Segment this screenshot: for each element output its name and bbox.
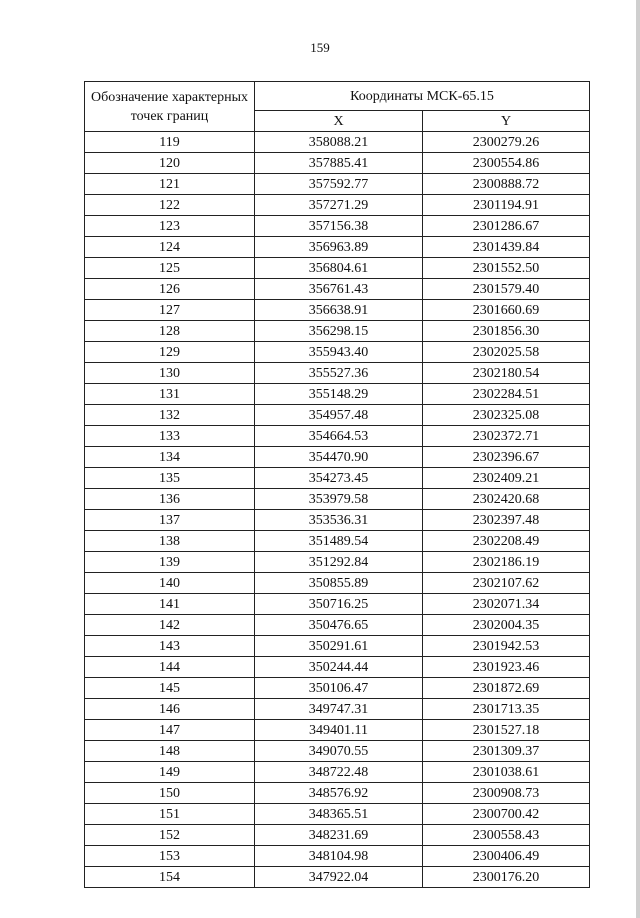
cell-point: 123 [85,216,255,237]
cell-point: 143 [85,636,255,657]
cell-x: 349401.11 [255,720,423,741]
cell-point: 120 [85,153,255,174]
cell-x: 348576.92 [255,783,423,804]
cell-point: 149 [85,762,255,783]
cell-y: 2301038.61 [423,762,590,783]
cell-y: 2301923.46 [423,657,590,678]
cell-x: 357885.41 [255,153,423,174]
table-row [85,237,590,258]
cell-y: 2302372.71 [423,426,590,447]
table-row [85,867,590,888]
table-row [85,741,590,762]
cell-y: 2301286.67 [423,216,590,237]
page-edge-shadow [636,0,640,918]
cell-point: 134 [85,447,255,468]
cell-point: 129 [85,342,255,363]
cell-x: 350855.89 [255,573,423,594]
cell-y: 2300908.73 [423,783,590,804]
cell-point: 145 [85,678,255,699]
cell-point: 122 [85,195,255,216]
cell-y: 2302325.08 [423,405,590,426]
cell-point: 119 [85,132,255,153]
cell-x: 348231.69 [255,825,423,846]
cell-y: 2302180.54 [423,363,590,384]
table-row [85,489,590,510]
cell-point: 128 [85,321,255,342]
cell-y: 2300888.72 [423,174,590,195]
cell-x: 357156.38 [255,216,423,237]
table-row [85,195,590,216]
cell-y: 2300176.20 [423,867,590,888]
cell-x: 350244.44 [255,657,423,678]
cell-x: 354273.45 [255,468,423,489]
cell-y: 2301194.91 [423,195,590,216]
table-row [85,720,590,741]
cell-y: 2300700.42 [423,804,590,825]
cell-x: 354957.48 [255,405,423,426]
table-row [85,615,590,636]
cell-point: 154 [85,867,255,888]
cell-y: 2301439.84 [423,237,590,258]
table-row [85,153,590,174]
cell-x: 351292.84 [255,552,423,573]
cell-y: 2300406.49 [423,846,590,867]
cell-x: 348104.98 [255,846,423,867]
cell-point: 131 [85,384,255,405]
cell-x: 356963.89 [255,237,423,258]
table-row [85,846,590,867]
table-row [85,300,590,321]
cell-point: 142 [85,615,255,636]
cell-point: 138 [85,531,255,552]
table-row [85,825,590,846]
page-number: 159 [310,40,330,55]
cell-x: 350476.65 [255,615,423,636]
cell-x: 349070.55 [255,741,423,762]
header-point-designation: Обозначение характерных точек границ [85,82,255,132]
table-row [85,594,590,615]
cell-y: 2302186.19 [423,552,590,573]
header-y: Y [423,111,590,132]
table-row [85,216,590,237]
cell-x: 358088.21 [255,132,423,153]
table-body [85,132,590,888]
table-row [85,699,590,720]
cell-x: 354664.53 [255,426,423,447]
table-row [85,279,590,300]
table-row [85,762,590,783]
cell-y: 2301309.37 [423,741,590,762]
cell-x: 357271.29 [255,195,423,216]
cell-point: 148 [85,741,255,762]
cell-x: 356761.43 [255,279,423,300]
cell-x: 355943.40 [255,342,423,363]
cell-point: 133 [85,426,255,447]
cell-y: 2300554.86 [423,153,590,174]
cell-x: 356804.61 [255,258,423,279]
table-row [85,510,590,531]
cell-y: 2301579.40 [423,279,590,300]
cell-y: 2301872.69 [423,678,590,699]
cell-point: 121 [85,174,255,195]
cell-point: 135 [85,468,255,489]
cell-x: 356298.15 [255,321,423,342]
table-row [85,531,590,552]
coordinates-table [84,81,590,888]
cell-point: 139 [85,552,255,573]
cell-y: 2302397.48 [423,510,590,531]
cell-point: 153 [85,846,255,867]
cell-x: 353979.58 [255,489,423,510]
cell-y: 2302420.68 [423,489,590,510]
cell-y: 2301713.35 [423,699,590,720]
cell-point: 152 [85,825,255,846]
table-row [85,804,590,825]
cell-x: 356638.91 [255,300,423,321]
cell-y: 2301660.69 [423,300,590,321]
table-row [85,678,590,699]
cell-point: 141 [85,594,255,615]
table-row [85,258,590,279]
cell-point: 144 [85,657,255,678]
table-row [85,783,590,804]
table-row [85,363,590,384]
cell-point: 151 [85,804,255,825]
cell-y: 2301552.50 [423,258,590,279]
cell-x: 353536.31 [255,510,423,531]
cell-x: 350106.47 [255,678,423,699]
cell-x: 351489.54 [255,531,423,552]
table-row [85,384,590,405]
cell-y: 2301942.53 [423,636,590,657]
cell-x: 354470.90 [255,447,423,468]
cell-y: 2300279.26 [423,132,590,153]
cell-point: 137 [85,510,255,531]
cell-point: 126 [85,279,255,300]
cell-point: 140 [85,573,255,594]
table-row [85,321,590,342]
cell-y: 2302409.21 [423,468,590,489]
cell-x: 347922.04 [255,867,423,888]
header-coordinates: Координаты МСК-65.15 [255,82,590,111]
cell-x: 355527.36 [255,363,423,384]
cell-point: 150 [85,783,255,804]
cell-x: 350291.61 [255,636,423,657]
cell-y: 2302004.35 [423,615,590,636]
table-row [85,636,590,657]
cell-y: 2301856.30 [423,321,590,342]
cell-x: 348722.48 [255,762,423,783]
cell-x: 349747.31 [255,699,423,720]
table-row [85,573,590,594]
header-x: X [255,111,423,132]
cell-x: 350716.25 [255,594,423,615]
cell-y: 2300558.43 [423,825,590,846]
cell-x: 357592.77 [255,174,423,195]
cell-point: 136 [85,489,255,510]
cell-point: 124 [85,237,255,258]
cell-point: 130 [85,363,255,384]
cell-y: 2302284.51 [423,384,590,405]
table-row [85,447,590,468]
cell-point: 146 [85,699,255,720]
cell-x: 355148.29 [255,384,423,405]
cell-y: 2302208.49 [423,531,590,552]
cell-point: 147 [85,720,255,741]
table-row [85,174,590,195]
cell-x: 348365.51 [255,804,423,825]
table-row [85,426,590,447]
cell-point: 125 [85,258,255,279]
cell-y: 2301527.18 [423,720,590,741]
cell-point: 132 [85,405,255,426]
table-row [85,405,590,426]
table-row [85,132,590,153]
table-row [85,552,590,573]
table-row [85,468,590,489]
cell-y: 2302071.34 [423,594,590,615]
cell-y: 2302396.67 [423,447,590,468]
table-row [85,657,590,678]
cell-y: 2302107.62 [423,573,590,594]
cell-point: 127 [85,300,255,321]
cell-y: 2302025.58 [423,342,590,363]
table-row [85,342,590,363]
